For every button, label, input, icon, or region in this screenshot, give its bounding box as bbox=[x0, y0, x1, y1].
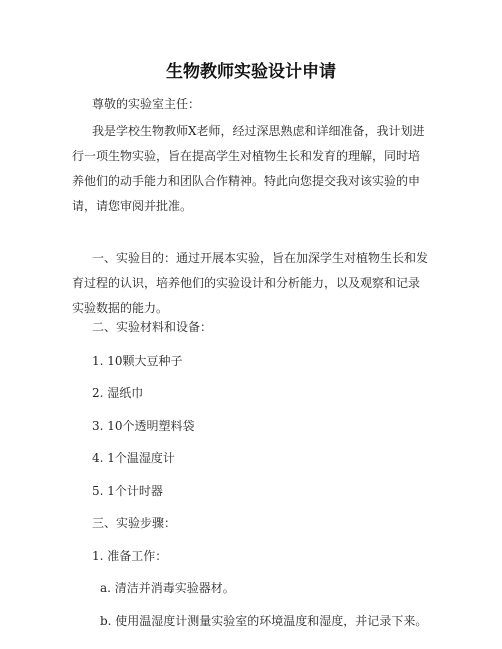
salutation: 尊敬的实验室主任： bbox=[92, 97, 201, 111]
steps-heading: 三、实验步骤： bbox=[92, 516, 177, 530]
step1-item-b: b. 使用温湿度计测量实验室的环境温度和湿度，并记录下来。 bbox=[100, 614, 428, 628]
material-item-2: 2. 湿纸巾 bbox=[92, 386, 144, 400]
material-item-1: 1. 10颗大豆种子 bbox=[92, 354, 183, 368]
document-title: 生物教师实验设计申请 bbox=[166, 62, 336, 82]
materials-heading: 二、实验材料和设备： bbox=[92, 320, 213, 334]
material-item-4: 4. 1个温湿度计 bbox=[92, 451, 175, 465]
intro-paragraph: 我是学校生物教师X老师，经过深思熟虑和详细准备，我计划进行一项生物实验，旨在提高学生对植物生长和发育的理解，同时培养他们的动手能力和团队合作精神。特此向您提交我对该实验的申请，请您审阅并批准。 bbox=[72, 124, 425, 213]
step1-heading: 1. 准备工作： bbox=[92, 549, 168, 563]
step1-item-a: a. 清洁并消毒实验器材。 bbox=[100, 581, 235, 595]
material-item-3: 3. 10个透明塑料袋 bbox=[92, 419, 195, 433]
material-item-5: 5. 1个计时器 bbox=[92, 484, 163, 498]
purpose-paragraph: 一、实验目的：通过开展本实验，旨在加深学生对植物生长和发育过程的认识，培养他们的实验设计和分析能力，以及观察和记录实验数据的能力。 bbox=[72, 251, 429, 315]
